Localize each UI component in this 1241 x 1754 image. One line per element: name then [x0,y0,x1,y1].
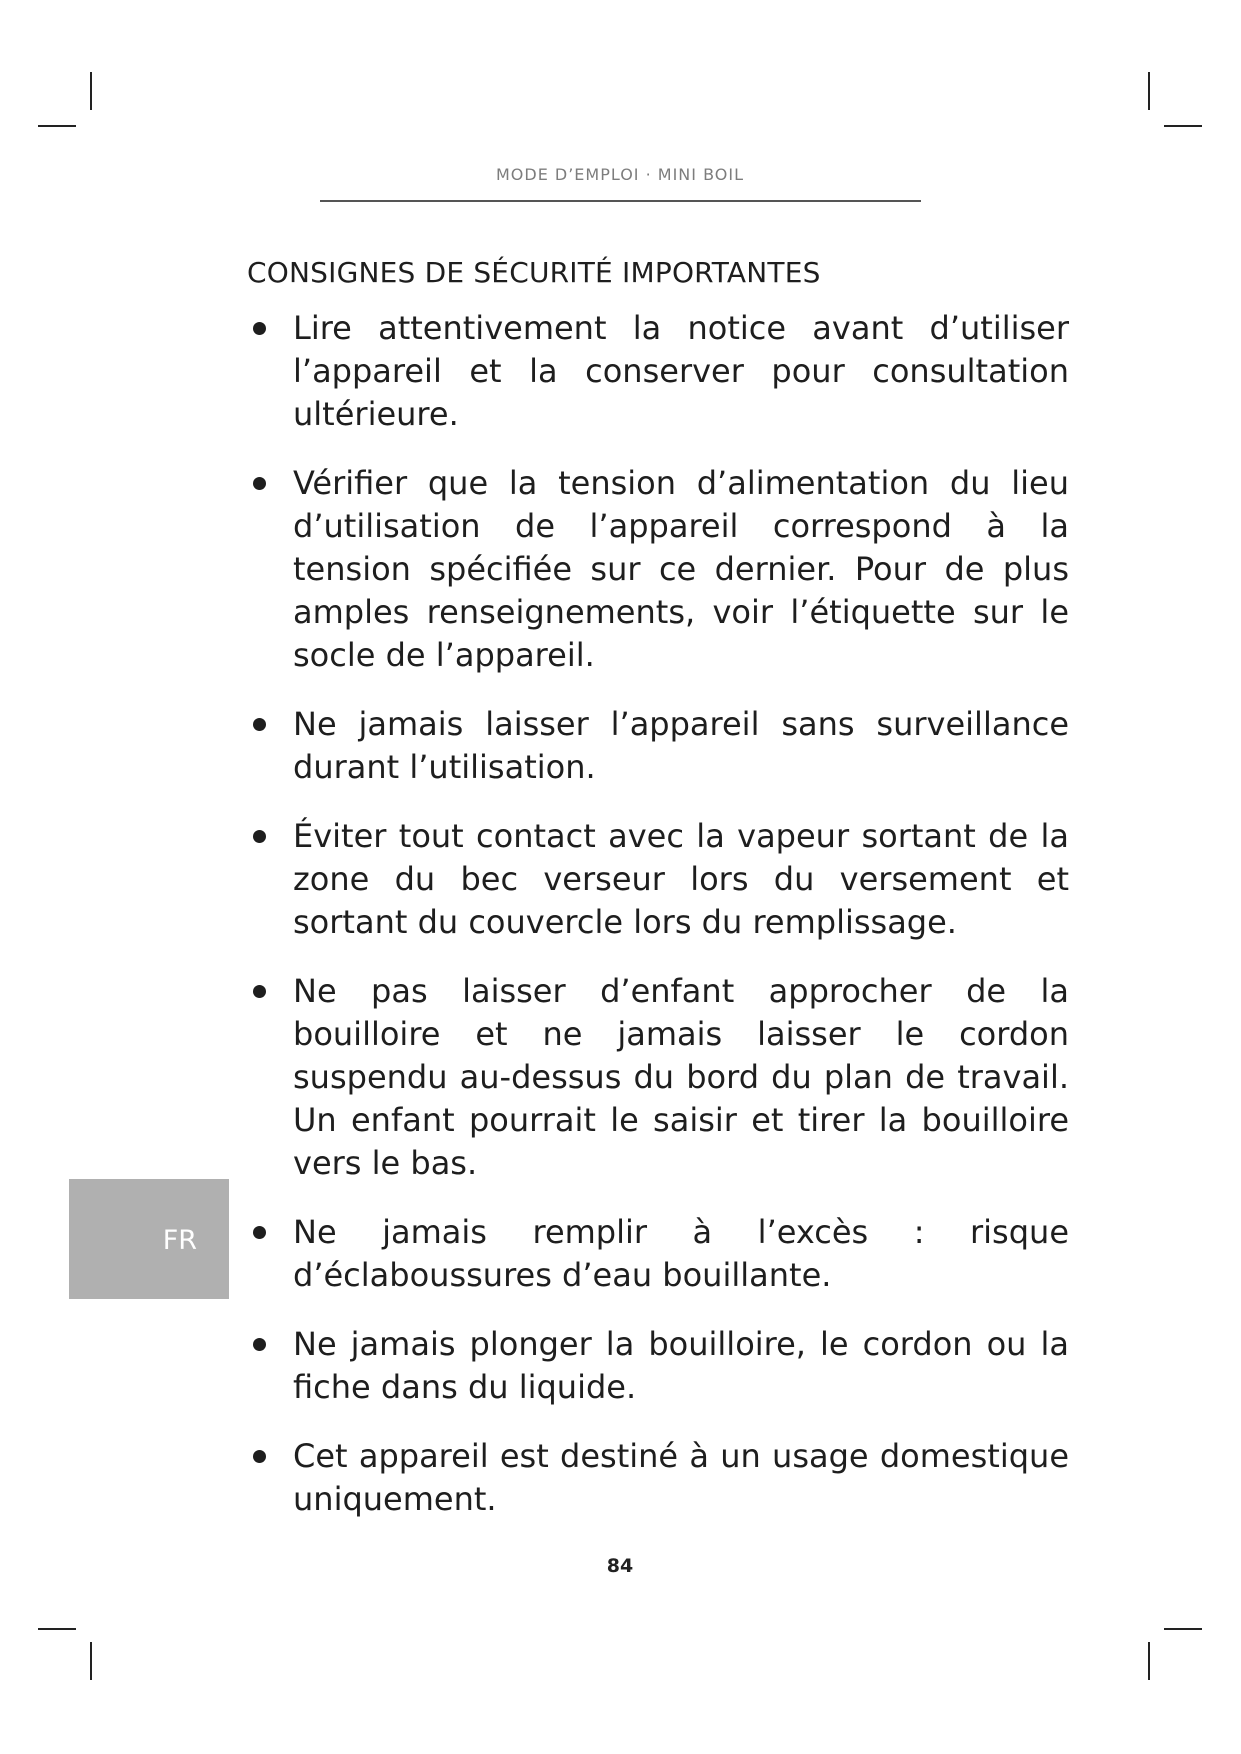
list-item [247,1323,1069,1409]
bullet-icon [253,718,266,731]
crop-mark-bottom-right-horizontal [1164,1628,1202,1630]
crop-mark-top-right-horizontal [1164,125,1202,127]
bullet-icon [253,477,266,490]
bullet-icon [253,1338,266,1351]
bullet-icon [253,1226,266,1239]
crop-mark-bottom-left-horizontal [38,1628,76,1630]
list-item-text: Ne jamais plonger la bouilloire, le cordon ou la fiche dans du liquide. [293,1325,1069,1406]
bullet-icon [253,985,266,998]
list-item [247,970,1069,1185]
list-item-text: Cet appareil est destiné à un usage domestique uniquement. [293,1437,1069,1518]
language-tab-label: FR [162,1225,197,1256]
list-item-text: Lire attentivement la notice avant d’utiliser l’appareil et la conserver pour consultation ultérieure. [293,309,1069,433]
bullet-icon [253,322,266,335]
list-item-text: Ne jamais laisser l’appareil sans surveillance durant l’utilisation. [293,705,1069,786]
language-tab [69,1179,229,1299]
list-item-text: Ne pas laisser d’enfant approcher de la bouilloire et ne jamais laisser le cordon suspendu au-dessus du bord du plan de travail. Un enfant pourrait le saisir et tirer la bouilloire vers le bas. [293,972,1069,1182]
list-item [247,1435,1069,1521]
list-item-text: Éviter tout contact avec la vapeur sortant de la zone du bec verseur lors du versement et sortant du couvercle lors du remplissage. [293,817,1069,941]
running-header: MODE D’EMPLOI · MINI BOIL [495,165,744,184]
list-item [247,307,1069,436]
list-item-text: Vérifier que la tension d’alimentation du lieu d’utilisation de l’appareil correspond à la tension spécifiée sur ce dernier. Pour de plus amples renseignements, voir l’étiquette sur le socle de l’appareil. [293,464,1069,674]
crop-mark-bottom-right-vertical [1148,1642,1150,1680]
section-title: CONSIGNES DE SÉCURITÉ IMPORTANTES [247,256,821,289]
bullet-icon [253,1450,266,1463]
page-number: 84 [606,1555,634,1577]
bullet-icon [253,830,266,843]
crop-mark-top-left-horizontal [38,125,76,127]
list-item [247,462,1069,677]
header-rule [320,200,921,202]
crop-mark-top-left-vertical [90,72,92,110]
list-item [247,703,1069,789]
list-item [247,815,1069,944]
crop-mark-top-right-vertical [1148,72,1150,110]
crop-mark-bottom-left-vertical [90,1642,92,1680]
list-item-text: Ne jamais remplir à l’excès : risque d’éclaboussures d’eau bouillante. [293,1213,1069,1294]
safety-instructions-list [247,307,1069,1547]
list-item [247,1211,1069,1297]
